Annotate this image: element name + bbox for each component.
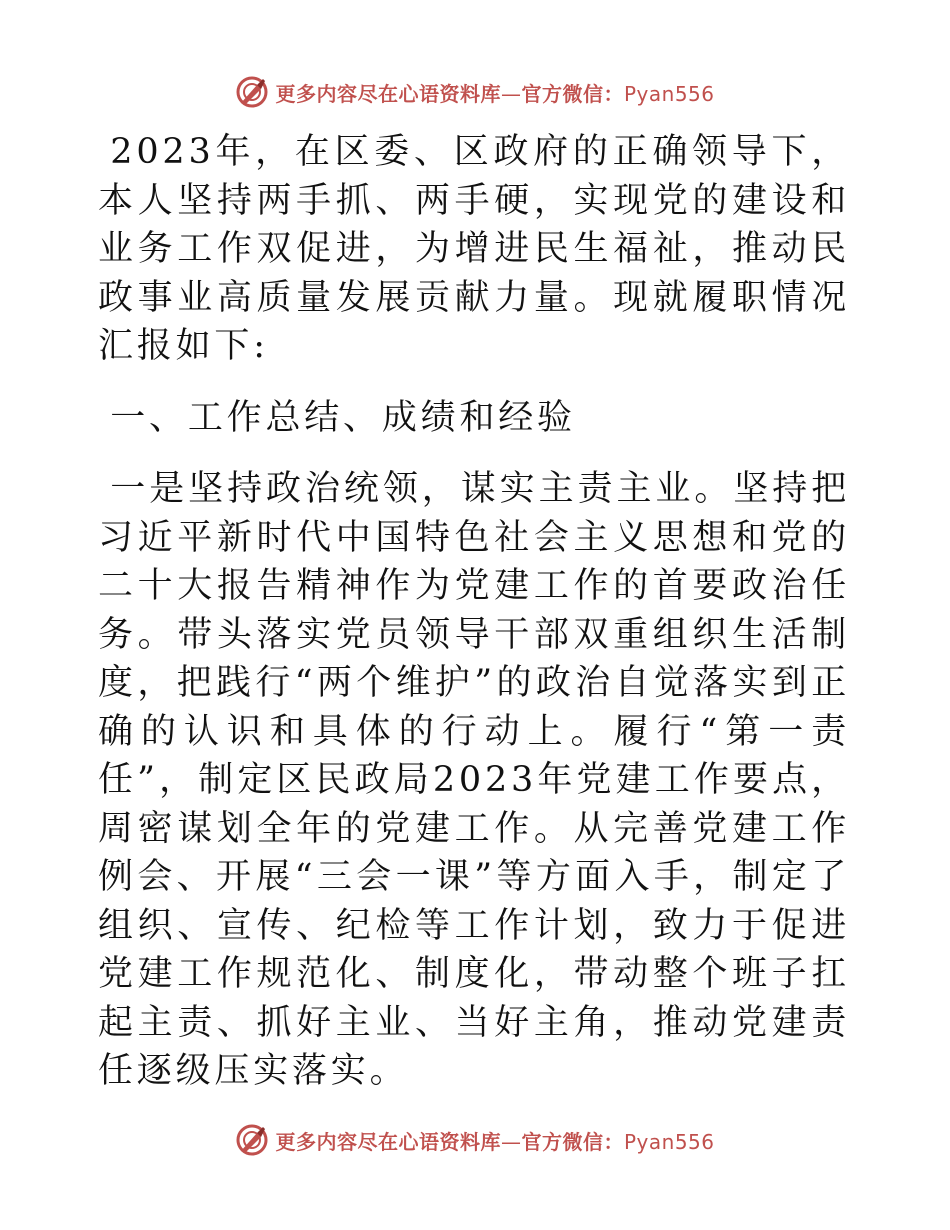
- document-body: [98, 128, 850, 1096]
- body-paragraph-1: 一是坚持政治统领，谋实主责主业。坚持把习近平新时代中国特色社会主义思想和党的二十大报告精神作为党建工作的首要政治任务。带头落实党员领导干部双重组织生活制度，把践行“两个维护”的政治自觉落实到正确的认识和具体的行动上。履行“第一责任”，制定区民政局2023年党建工作要点，周密谋划全年的党建工作。从完善党建工作例会、开展“三会一课”等方面入手，制定了组织、宣传、纪检等工作计划，致力于促进党建工作规范化、制度化，带动整个班子扛起主责、抓好主业、当好主角，推动党建责任逐级压实落实。: [98, 469, 850, 1091]
- intro-paragraph: 2023年，在区委、区政府的正确领导下，本人坚持两手抓、两手硬，实现党的建设和业务工作双促进，为增进民生福祉，推动民政事业高质量发展贡献力量。现就履职情况汇报如下:: [98, 132, 850, 366]
- header-banner-text: 更多内容尽在心语资料库—官方微信：Pyan556: [275, 81, 715, 106]
- footer-banner: [0, 1120, 950, 1160]
- library-logo-icon: [235, 1123, 269, 1157]
- library-logo-icon: [235, 75, 269, 109]
- footer-banner-text: 更多内容尽在心语资料库—官方微信：Pyan556: [275, 1129, 715, 1154]
- header-banner: [0, 72, 950, 112]
- section-heading: 一、工作总结、成绩和经验: [110, 397, 576, 438]
